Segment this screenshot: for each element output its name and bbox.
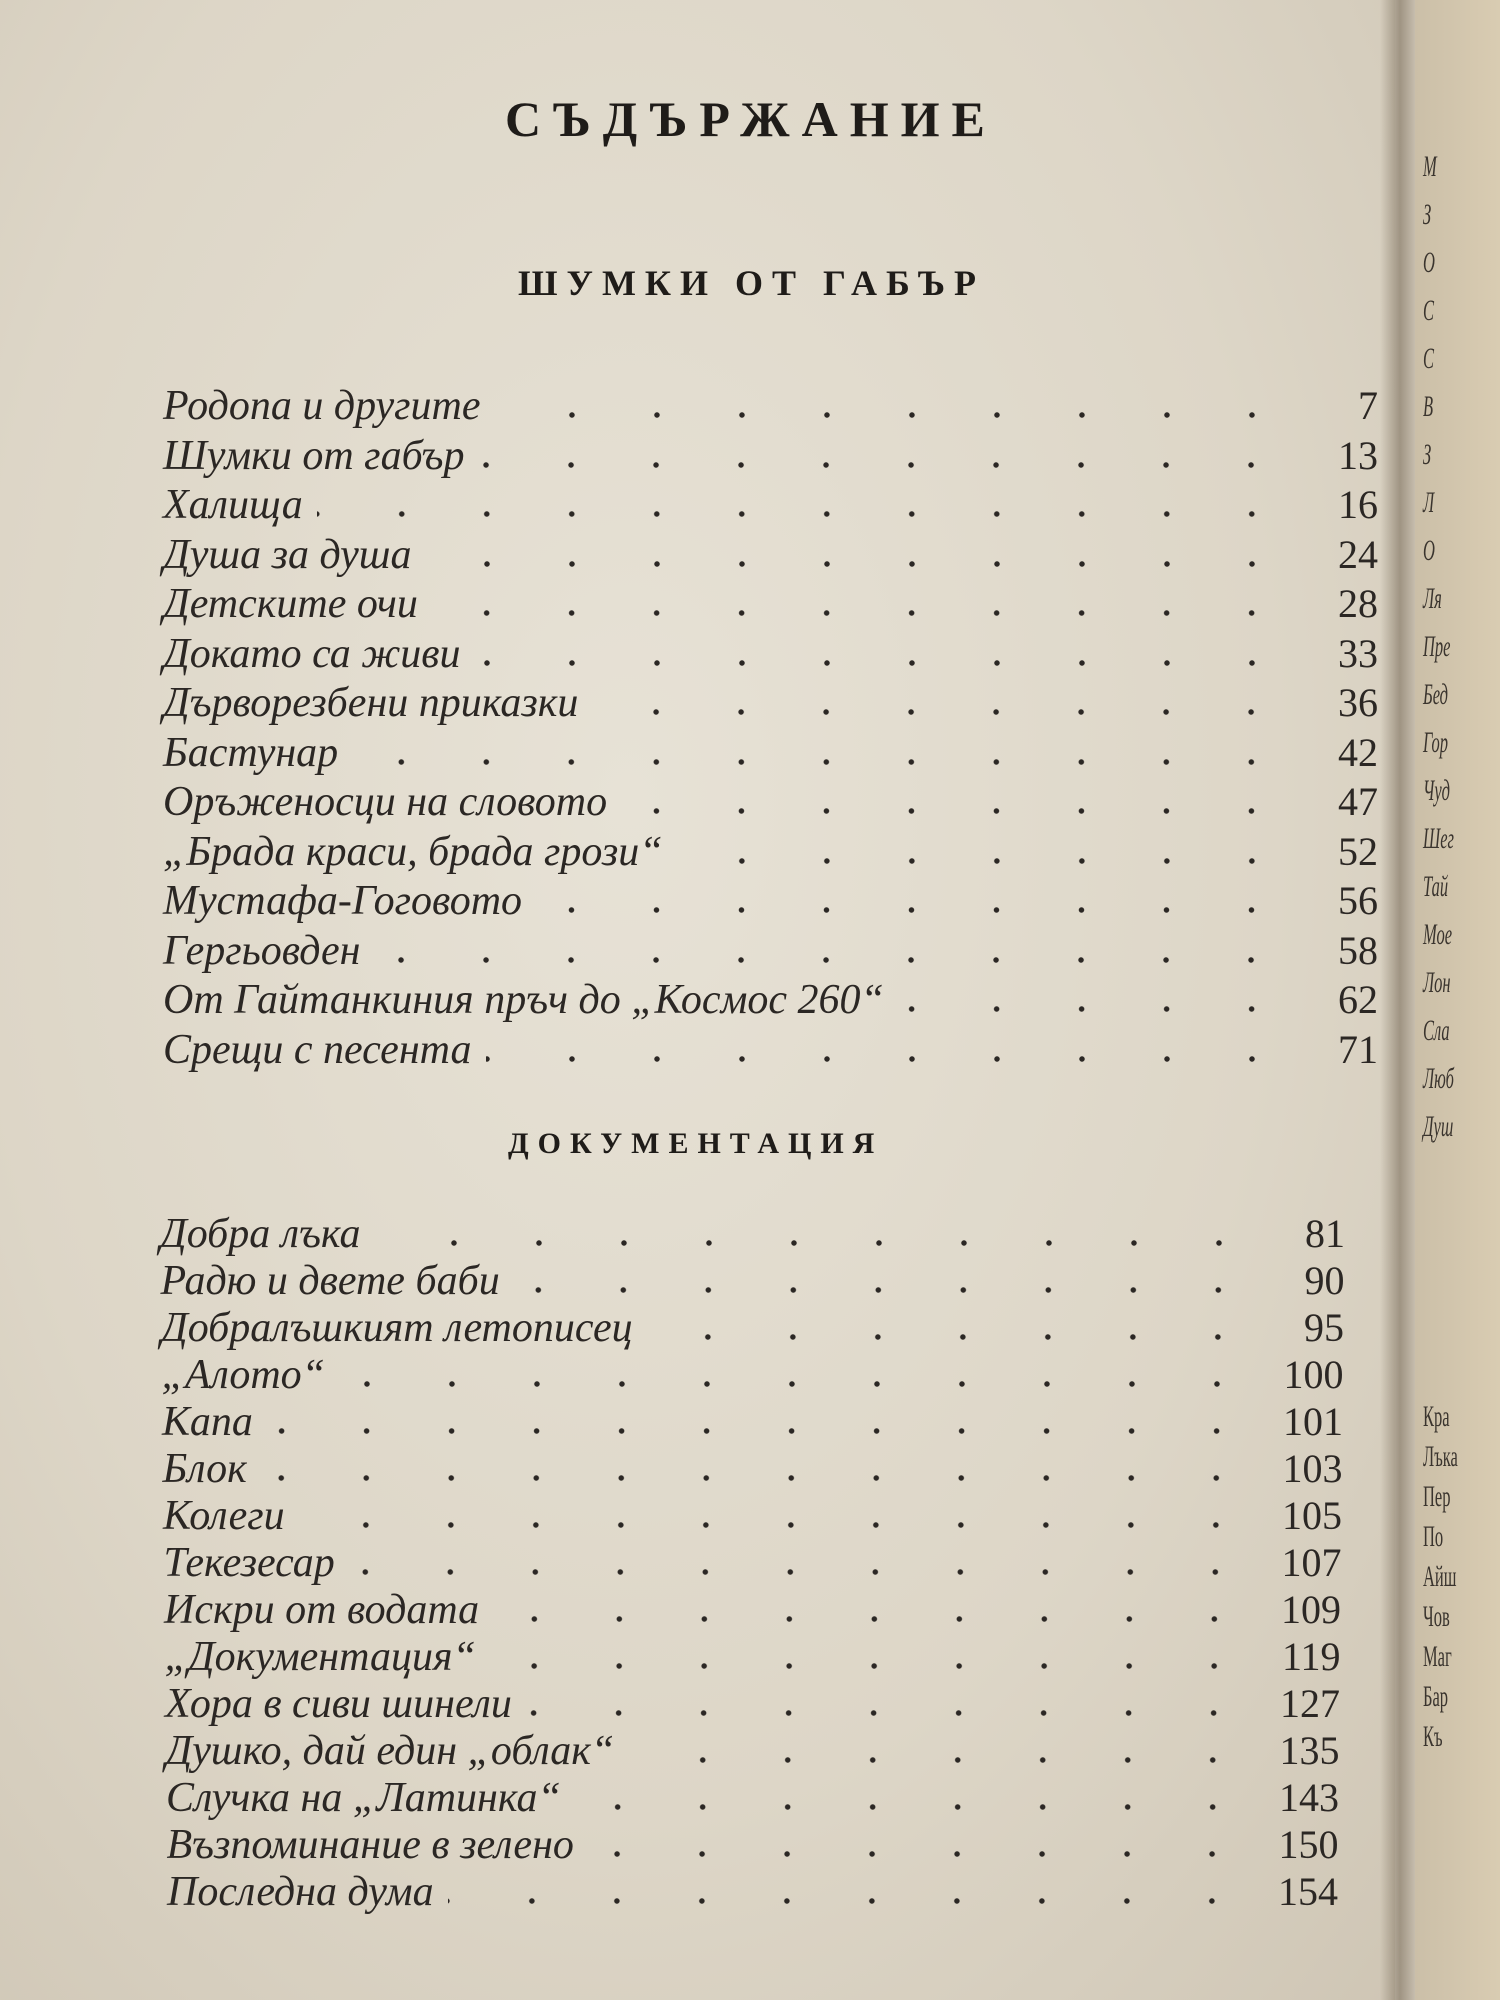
toc-entry-page-number: 47 <box>1338 779 1378 824</box>
toc-entry-title: Капа <box>162 1399 253 1445</box>
toc-entry <box>160 1212 1345 1256</box>
toc-entry <box>161 1259 1345 1303</box>
adjacent-page-text-fragment: Лъка <box>1423 1440 1458 1473</box>
adjacent-page-text-fragment: Пер <box>1423 1480 1451 1513</box>
toc-entry <box>164 1541 1342 1585</box>
adjacent-page-text-fragment: Айш <box>1423 1560 1457 1593</box>
adjacent-page-text-fragment: Тай <box>1423 870 1449 903</box>
toc-entry <box>163 929 1378 973</box>
adjacent-page-text-fragment: М <box>1423 150 1437 183</box>
dot-leader <box>478 462 1294 468</box>
toc-entry-title: „Документация“ <box>164 1634 476 1680</box>
toc-entry-title: Искри от водата <box>164 1587 480 1633</box>
toc-entry-title: Добралъшкият летописец <box>161 1305 633 1351</box>
toc-entry-title: Родопа и другите <box>163 383 481 429</box>
toc-entry-title: Душа за душа <box>163 531 412 578</box>
dot-leader <box>592 709 1294 715</box>
dot-leader <box>475 660 1294 666</box>
adjacent-page-text-fragment: Л <box>1423 486 1435 519</box>
toc-entry-page-number: 58 <box>1338 927 1378 973</box>
section2-heading: ДОКУМЕНТАЦИЯ <box>508 1127 884 1160</box>
toc-entry-page-number: 135 <box>1279 1728 1340 1773</box>
dot-leader <box>261 1475 1259 1481</box>
dot-leader <box>536 907 1294 913</box>
toc-entry-page-number: 52 <box>1338 828 1378 874</box>
toc-entry-page-number: 42 <box>1338 729 1378 775</box>
toc-entry <box>163 384 1378 428</box>
adjacent-page-text-fragment: Гор <box>1423 726 1449 759</box>
toc-entry <box>163 483 1378 527</box>
toc-entry <box>165 1635 1341 1679</box>
toc-entry-page-number: 103 <box>1282 1446 1343 1491</box>
toc-entry-title: Последна дума <box>167 1869 434 1915</box>
toc-entry <box>163 1447 1343 1491</box>
section1-heading: ШУМКИ ОТ ГАБЪР <box>518 263 985 303</box>
toc-entry-page-number: 36 <box>1338 680 1378 725</box>
toc-entry <box>163 1028 1378 1072</box>
dot-leader <box>526 1710 1256 1716</box>
toc-entry-page-number: 107 <box>1281 1540 1342 1585</box>
toc-entry <box>166 1729 1340 1773</box>
toc-entry-title: „Брада краси, брада грози“ <box>163 828 663 875</box>
adjacent-page-text-fragment: По <box>1423 1520 1444 1553</box>
toc-entry <box>163 681 1378 725</box>
dot-leader <box>588 1851 1255 1857</box>
toc-entry <box>162 1353 1344 1397</box>
toc-entry-title: Шумки от габър <box>163 432 465 479</box>
toc-entry-page-number: 56 <box>1338 878 1378 923</box>
adjacent-page-text-fragment: Люб <box>1423 1062 1454 1095</box>
dot-leader <box>898 1006 1294 1012</box>
toc-entry-title: Колеги <box>163 1493 285 1539</box>
toc-entry-title: Текезесар <box>163 1540 335 1586</box>
toc-entry-title: „Алото“ <box>161 1352 326 1398</box>
toc-entry-page-number: 100 <box>1283 1352 1344 1397</box>
toc-entry-title: Бастунар <box>163 729 339 776</box>
dot-leader <box>339 1381 1259 1387</box>
toc-entry <box>163 780 1378 824</box>
toc-entry-page-number: 119 <box>1281 1634 1341 1679</box>
toc-entry <box>163 582 1378 626</box>
dot-leader <box>426 561 1295 567</box>
toc-entry <box>163 879 1378 923</box>
dot-leader <box>448 1898 1254 1904</box>
toc-entry-title: Дърворезбени приказки <box>163 680 579 726</box>
toc-entry-title: Блок <box>162 1446 247 1492</box>
adjacent-page-text-fragment: Къ <box>1423 1720 1443 1753</box>
toc-entry <box>167 1870 1338 1914</box>
toc-entry-page-number: 71 <box>1338 1026 1378 1072</box>
toc-entry <box>163 978 1378 1022</box>
dot-leader <box>495 412 1294 418</box>
adjacent-page-text-fragment: С <box>1423 342 1435 375</box>
toc-entry <box>165 1682 1340 1726</box>
adjacent-page-text-fragment: Маг <box>1423 1640 1452 1673</box>
dot-leader <box>317 511 1294 517</box>
toc-entry-title: Халища <box>163 482 303 528</box>
adjacent-page-text-fragment: Чуд <box>1423 774 1450 807</box>
dot-leader <box>349 1569 1258 1575</box>
dot-leader <box>352 759 1294 765</box>
toc-entry <box>163 632 1378 676</box>
adjacent-page-text-fragment: Пре <box>1423 630 1451 663</box>
adjacent-page-text-fragment: Ля <box>1423 582 1442 615</box>
dot-leader <box>575 1804 1255 1810</box>
toc-entry-page-number: 143 <box>1279 1775 1339 1820</box>
toc-entry-title: Добра лъка <box>160 1211 361 1257</box>
adjacent-page-text-fragment: В <box>1423 390 1434 423</box>
adjacent-page-text-fragment: Шег <box>1423 822 1454 855</box>
toc-entry <box>163 1494 1342 1538</box>
toc-entry-page-number: 127 <box>1280 1681 1340 1726</box>
adjacent-page-text-fragment: Бар <box>1423 1680 1449 1713</box>
dot-leader <box>621 808 1294 814</box>
toc-entry-page-number: 7 <box>1358 383 1378 428</box>
toc-entry <box>163 434 1378 478</box>
toc-entry-title: Радю и двете баби <box>160 1258 500 1304</box>
toc-entry-title: Възпоминание в зелено <box>166 1822 574 1868</box>
toc-entry-page-number: 90 <box>1304 1258 1345 1303</box>
adjacent-page-text-fragment: Чов <box>1423 1600 1450 1633</box>
adjacent-page-text-fragment: Кра <box>1423 1400 1450 1433</box>
toc-entry-title: Срещи с песента <box>163 1026 472 1073</box>
dot-leader <box>486 1056 1295 1062</box>
toc-entry-page-number: 24 <box>1338 531 1378 577</box>
toc-entry-page-number: 150 <box>1278 1822 1339 1867</box>
dot-leader <box>375 1240 1261 1246</box>
toc-entry <box>163 731 1378 775</box>
dot-leader <box>267 1428 1259 1434</box>
adjacent-page-text-fragment: Сла <box>1423 1014 1450 1047</box>
contents-title: СЪДЪРЖАНИЕ <box>505 91 997 147</box>
toc-entry-title: Душко, дай един „облак“ <box>165 1728 615 1774</box>
toc-entry-page-number: 109 <box>1281 1587 1341 1632</box>
toc-entry <box>164 1588 1341 1632</box>
toc-entry <box>161 1306 1344 1350</box>
toc-entry-title: Докато са живи <box>163 630 461 677</box>
dot-leader <box>299 1522 1258 1528</box>
adjacent-page-text-fragment: З <box>1423 198 1432 231</box>
adjacent-page-text-fragment: Мое <box>1423 918 1453 951</box>
dot-leader <box>677 858 1294 864</box>
toc-entry-page-number: 16 <box>1338 482 1378 527</box>
toc-entry-title: Случка на „Латинка“ <box>166 1775 561 1821</box>
toc-entry <box>166 1776 1339 1820</box>
toc-entry-title: Гергьовден <box>163 927 361 974</box>
toc-entry-title: Детските очи <box>163 581 418 627</box>
adjacent-page-text-fragment: С <box>1423 294 1435 327</box>
dot-leader <box>432 610 1294 616</box>
toc-entry <box>163 533 1378 577</box>
toc-entry-title: От Гайтанкиния пръч до „Космос 260“ <box>163 977 884 1023</box>
toc-entry-page-number: 81 <box>1305 1211 1345 1256</box>
toc-entry <box>167 1823 1339 1867</box>
toc-entry-page-number: 13 <box>1338 432 1378 478</box>
toc-entry-page-number: 95 <box>1304 1305 1344 1350</box>
adjacent-page-text-fragment: З <box>1423 438 1432 471</box>
dot-leader <box>374 957 1294 963</box>
dot-leader <box>493 1616 1257 1622</box>
adjacent-page-text-fragment: Душ <box>1423 1110 1454 1143</box>
book-gutter <box>1380 0 1420 2000</box>
adjacent-page-text-fragment: О <box>1423 246 1435 279</box>
adjacent-page-text-fragment: О <box>1423 534 1435 567</box>
toc-entry <box>162 1400 1343 1444</box>
toc-entry-page-number: 62 <box>1338 977 1378 1022</box>
dot-leader <box>490 1663 1257 1669</box>
toc-entry-page-number: 154 <box>1278 1869 1338 1914</box>
toc-entry-title: Хора в сиви шинели <box>165 1681 512 1727</box>
dot-leader <box>628 1757 1255 1763</box>
adjacent-page-text-fragment: Лон <box>1423 966 1451 999</box>
toc-entry <box>163 830 1378 874</box>
toc-entry-page-number: 105 <box>1282 1493 1342 1538</box>
toc-entry-page-number: 101 <box>1283 1399 1343 1444</box>
dot-leader <box>647 1334 1260 1340</box>
toc-entry-page-number: 28 <box>1338 581 1378 626</box>
dot-leader <box>514 1287 1261 1293</box>
adjacent-page-edge <box>1415 0 1500 2000</box>
toc-entry-page-number: 33 <box>1338 630 1378 676</box>
toc-entry-title: Мустафа-Гоговото <box>163 878 523 924</box>
adjacent-page-text-fragment: Бед <box>1423 678 1448 711</box>
toc-entry-title: Оръженосци на словото <box>163 779 608 825</box>
